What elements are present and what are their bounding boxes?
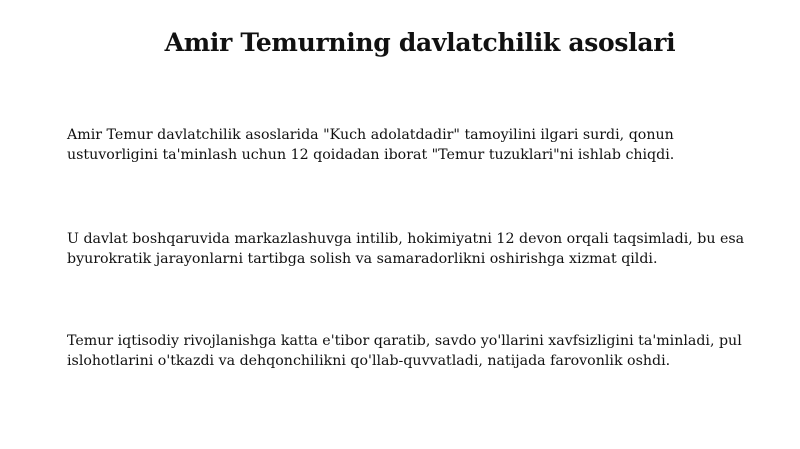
paragraph-iqtisodiyot: Temur iqtisodiy rivojlanishga katta e'tibor qaratib, savdo yo'llarini xavfsizligini ta'minladi, pul islohotlarini o'tkazdi va dehqonchilikni qo'llab-quvvatladi, natijada farovonlik oshdi. [67, 333, 742, 369]
paragraph-devonlar: U davlat boshqaruvida markazlashuvga intilib, hokimiyatni 12 devon orqali taqsimladi, bu esa byurokratik jarayonlarni tartibga solish va samaradorlikni oshirishga xizmat qildi. [67, 231, 745, 267]
slide-title: Amir Temurning davlatchilik asoslari [164, 28, 676, 57]
paragraph-tuzuklar: Amir Temur davlatchilik asoslarida "Kuch adolatdadir" tamoyilini ilgari surdi, qonun ustuvorligini ta'minlash uchun 12 qoidadan iborat "Temur tuzuklari"ni ishlab chiqdi. [67, 127, 675, 163]
